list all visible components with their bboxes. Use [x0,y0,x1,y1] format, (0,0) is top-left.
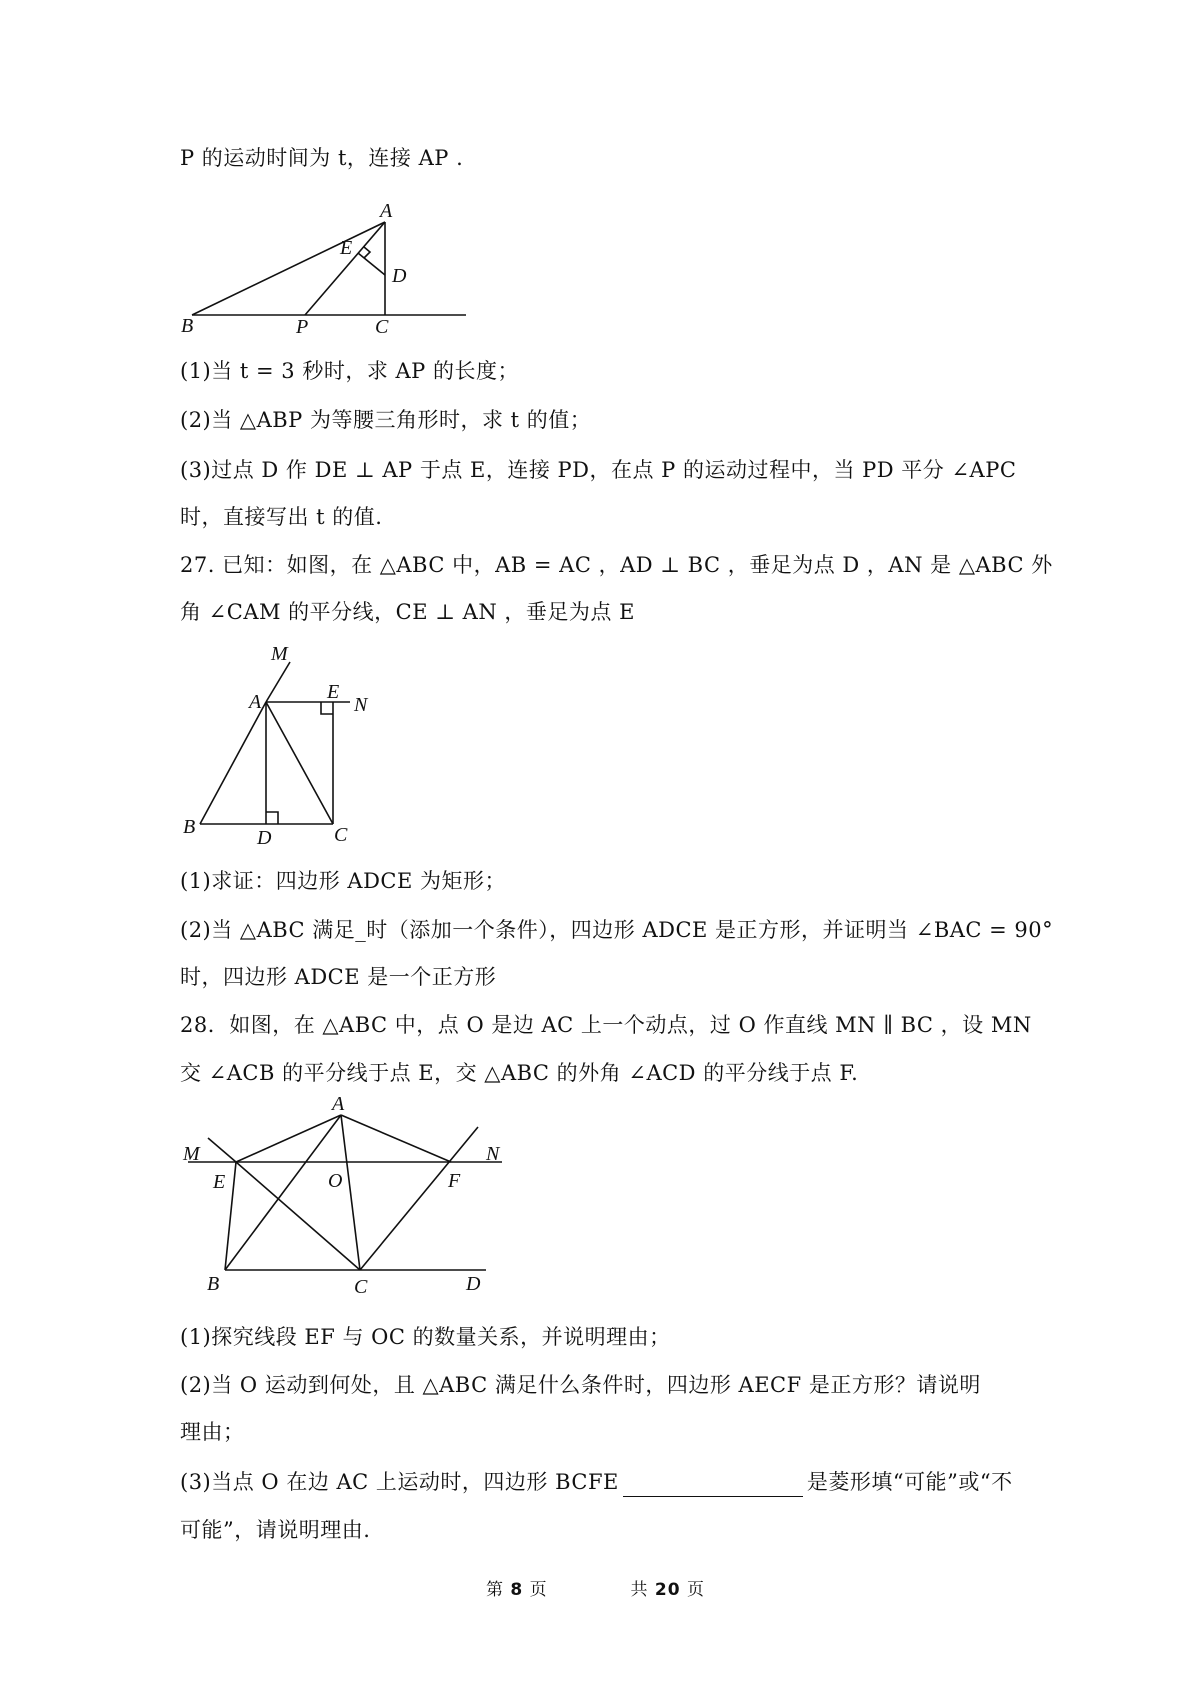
q28-line-ec [236,1162,360,1270]
q27-line-ab [200,702,266,824]
q26-label-c: C [375,316,389,338]
q26-label-a: A [380,200,393,222]
q26-label-d: D [392,265,407,287]
q26-line-ap [305,222,385,315]
q26-part3-line2: 时，直接写出 t 的值. [180,505,383,529]
q26-line-ab [192,222,385,315]
q27-part2-line1: (2)当 △ABC 满足_时（添加一个条件），四边形 ADCE 是正方形，并证明当 ∠BAC = 90° [180,918,1054,942]
q28-line-ac [341,1115,360,1270]
q28-part2-line1: (2)当 O 运动到何处，且 △ABC 满足什么条件时，四边形 AECF 是正方形？请说明 [180,1373,981,1397]
q26-label-p: P [296,316,309,338]
footer-page-unit: 页 [529,1580,548,1600]
q27-part2-line2: 时，四边形 ADCE 是一个正方形 [180,965,497,989]
footer-total-number: 20 [654,1580,681,1600]
q28-line-cf [360,1127,478,1270]
q28-part3-text-post: 是菱形填“可能”或“不 [806,1470,1013,1494]
q27-part1: (1)求证：四边形 ADCE 为矩形； [180,869,506,893]
footer-page-label: 第 [486,1580,505,1600]
q28-line-be [225,1162,236,1270]
q27-label-d: D [257,827,272,849]
q26-part1: (1)当 t = 3 秒时，求 AP 的长度； [180,359,519,383]
q28-label-m: M [183,1143,200,1165]
q26-label-e: E [340,237,353,259]
q28-label-d: D [466,1273,481,1295]
q27-line-am [266,662,290,702]
q28-part2-line2: 理由； [180,1420,245,1444]
q27-stem-line2: 角 ∠CAM 的平分线，CE ⊥ AN ，垂足为点 E [180,600,635,624]
q27-label-e: E [327,681,340,703]
q28-label-o: O [328,1170,343,1192]
footer-page-number: 8 [510,1580,524,1600]
q28-label-b: B [207,1273,220,1295]
q27-line-ac [266,702,333,824]
q28-line-ext-e [208,1138,236,1162]
q28-part3-line2: 可能”，请说明理由. [180,1518,371,1542]
q26-label-b: B [181,315,194,337]
q28-answer-blank[interactable] [623,1474,803,1497]
q27-label-b: B [183,816,196,838]
q28-line-af [341,1115,451,1162]
q27-right-angle-d [266,812,278,824]
q26-part2: (2)当 △ABP 为等腰三角形时，求 t 的值； [180,408,592,432]
q28-label-n: N [486,1143,500,1165]
q26-intro: P 的运动时间为 t，连接 AP . [180,146,464,170]
footer-total-unit: 页 [686,1580,705,1600]
footer-total-label: 共 [630,1580,649,1600]
q28-label-c: C [354,1276,368,1298]
q28-part3-text-pre: (3)当点 O 在边 AC 上运动时，四边形 BCFE [180,1470,619,1494]
q28-label-a: A [332,1093,345,1115]
q26-right-angle [364,247,370,258]
page-footer [0,1575,1191,1600]
q27-label-n: N [354,694,368,716]
q28-label-e: E [213,1171,226,1193]
q28-line-ea [236,1115,341,1162]
q28-line-ab [225,1115,341,1270]
q28-stem-line1: 28．如图，在 △ABC 中，点 O 是边 AC 上一个动点，过 O 作直线 MN ∥ BC ，设 MN [180,1013,1032,1037]
q28-label-f: F [448,1170,461,1192]
q27-label-m: M [271,643,288,665]
q27-label-a: A [249,691,262,713]
q28-part3-line1 [180,1467,1013,1497]
q27-label-c: C [334,824,348,846]
q27-right-angle-e [321,702,333,714]
q28-part1: (1)探究线段 EF 与 OC 的数量关系，并说明理由； [180,1325,671,1349]
q27-stem-line1: 27. 已知：如图，在 △ABC 中，AB = AC ，AD ⊥ BC ，垂足为点 D ，AN 是 △ABC 外 [180,553,1053,577]
q26-line-de [358,253,385,275]
q28-stem-line2: 交 ∠ACB 的平分线于点 E，交 △ABC 的外角 ∠ACD 的平分线于点 F. [180,1061,859,1085]
q26-part3-line1: (3)过点 D 作 DE ⊥ AP 于点 E，连接 PD，在点 P 的运动过程中，当 PD 平分 ∠APC [180,458,1017,482]
